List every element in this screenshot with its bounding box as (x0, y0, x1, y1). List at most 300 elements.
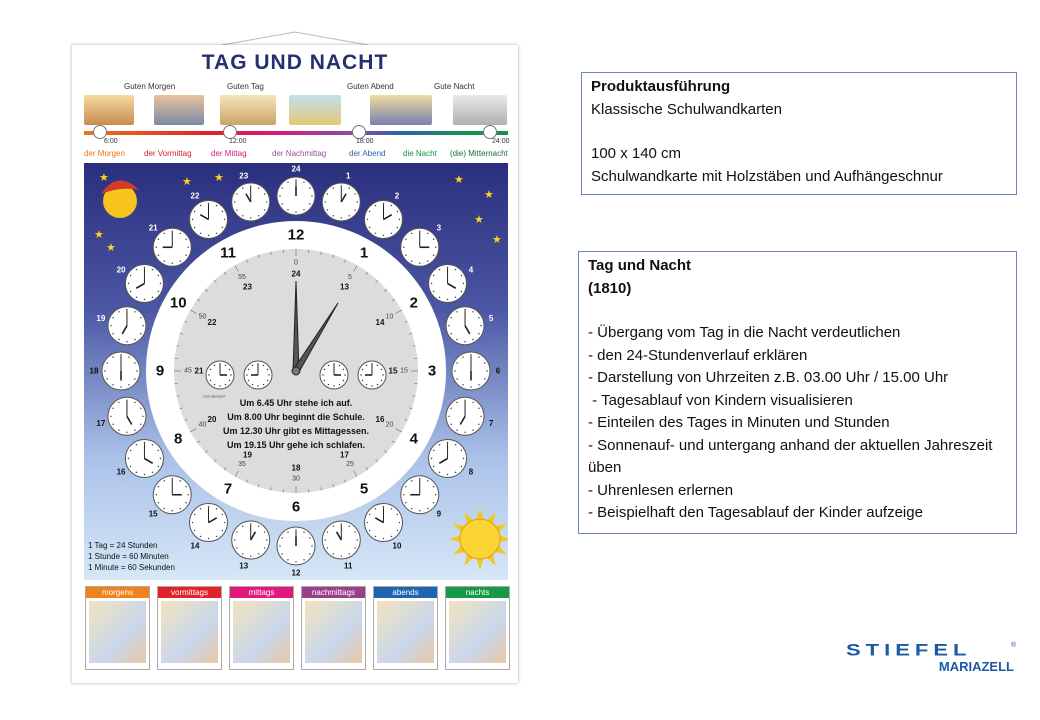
description-bullet: - Tagesablauf von Kindern visualisieren (588, 391, 853, 409)
clock-tick (216, 508, 217, 509)
clock-tick (478, 384, 479, 385)
minute-number: 20 (385, 421, 394, 429)
example-sentence: Um 12.30 Uhr gibt es Mittagessen. (222, 426, 370, 436)
star-icon: ★ (106, 242, 116, 254)
clock-tick (357, 201, 358, 202)
clock-tick (156, 247, 157, 248)
timeline-time: 18:00 (356, 138, 374, 145)
clock-tick (234, 201, 235, 202)
clock-tick (281, 553, 282, 554)
clock-tick (433, 450, 434, 451)
clock-tick (136, 297, 137, 298)
clock-tick (112, 384, 113, 385)
card-illustration (233, 601, 290, 663)
clock-tick (144, 474, 145, 475)
clock-tick (264, 193, 265, 194)
star-icon: ★ (492, 234, 502, 246)
clock-tick (447, 267, 448, 268)
clock-tick (324, 369, 325, 370)
clock-tick (484, 362, 485, 363)
period-label: der Mittag (211, 149, 247, 158)
ring-hour-label: 10 (392, 541, 402, 551)
minute-number: 10 (385, 313, 394, 321)
illustration-evening (370, 95, 432, 125)
clock-icon (483, 125, 497, 139)
clock-tick (152, 297, 153, 298)
clock-tick (192, 522, 193, 523)
clock-tick (208, 374, 209, 375)
minute-number: 45 (184, 367, 192, 375)
clock-tick (279, 195, 280, 196)
description-bullet: - Einteilen des Tages in Minuten und Stunden (588, 414, 890, 431)
clock-tick (246, 374, 247, 375)
logo-brand: STIEFEL (846, 640, 972, 660)
hour-number: 4 (409, 430, 418, 448)
card-label: vormittags (158, 587, 221, 598)
clock-tick (128, 384, 129, 385)
clock-tick (391, 536, 392, 537)
ring-hour-label: 13 (239, 561, 249, 571)
sun-icon (449, 508, 508, 570)
clock-tick (287, 209, 288, 210)
clock-tick (419, 263, 420, 264)
time-of-day-card (85, 586, 150, 670)
clock-tick (110, 416, 111, 417)
clock-tick (242, 215, 243, 216)
clock-tick (366, 365, 367, 366)
ring-hour-label: 7 (488, 418, 494, 428)
card-label: abends (374, 587, 437, 598)
hour-24-number: 24 (291, 269, 301, 279)
clock-tick (144, 299, 145, 300)
clock-tick (194, 514, 195, 515)
clock-tick (328, 384, 329, 385)
clock-tick (164, 260, 165, 261)
clock-tick (419, 231, 420, 232)
clock-tick (472, 429, 473, 430)
clock-tick (461, 291, 462, 292)
clock-tick (264, 547, 265, 548)
clock-tick (405, 502, 406, 503)
clock-tick (152, 472, 153, 473)
clock-tick (411, 480, 412, 481)
clock-tick (435, 494, 436, 495)
ring-hour-label: 6 (495, 366, 501, 376)
clock-tick (478, 408, 479, 409)
clock-tick (456, 339, 457, 340)
clock-tick (309, 187, 310, 188)
clock-tick (369, 211, 370, 212)
star-icon: ★ (474, 214, 484, 226)
ring-hour-label: 4 (468, 265, 474, 275)
clock-tick (158, 275, 159, 276)
clock-tick (478, 333, 479, 334)
clock-tick (439, 297, 440, 298)
clock-tick (403, 494, 404, 495)
clock-tick (341, 185, 342, 186)
hour-24-number: 18 (291, 463, 301, 473)
clock-tick (367, 219, 368, 220)
hour-number: 3 (427, 362, 437, 380)
timeline-time: 12:00 (229, 138, 247, 145)
clock-tick (375, 508, 376, 509)
ring-hour-label: 11 (344, 561, 353, 571)
clock-tick (367, 522, 368, 523)
clock-tick (210, 369, 211, 370)
description-box (578, 251, 1017, 534)
card-label: nachts (446, 587, 509, 598)
clock-tick (180, 260, 181, 261)
clock-tick (343, 380, 344, 381)
clock-tick (454, 370, 455, 371)
clock-tick (258, 525, 259, 526)
clock-tick (216, 205, 217, 206)
clock-tick (252, 384, 253, 385)
fact: 1 Minute = 60 Sekunden (88, 563, 175, 572)
clock-tick (354, 193, 355, 194)
clock-tick (210, 380, 211, 381)
ring-hour-label: 2 (394, 191, 400, 201)
clock-tick (281, 537, 282, 538)
time-of-day-card (229, 586, 294, 670)
clock-tick (130, 466, 131, 467)
clock-tick (303, 559, 304, 560)
clock-tick (214, 384, 215, 385)
clock-tick (188, 494, 189, 495)
clock-icon (93, 125, 107, 139)
clock-tick (478, 424, 479, 425)
clock-tick (208, 203, 209, 204)
clock-tick (371, 385, 372, 386)
clock-tick (229, 380, 230, 381)
ring-hour-label: 15 (148, 509, 158, 519)
hour-number: 2 (409, 294, 418, 312)
clock-tick (128, 356, 129, 357)
clock-tick (164, 480, 165, 481)
clock-tick (377, 384, 378, 385)
clock-tick (266, 539, 267, 540)
clock-tick (258, 553, 259, 554)
clock-tick (281, 187, 282, 188)
hour-number: 9 (155, 362, 165, 380)
clock-tick (164, 508, 165, 509)
clock-tick (464, 309, 465, 310)
clock-tick (216, 536, 217, 537)
clock-tick (120, 386, 121, 387)
clock-tick (431, 458, 432, 459)
clock-tick (455, 297, 456, 298)
clock-panel (84, 163, 508, 580)
clock-tick (126, 341, 127, 342)
clock-tick (324, 380, 325, 381)
example-sentence: Um 6.45 Uhr stehe ich auf. (239, 398, 353, 408)
clock-tick (158, 486, 159, 487)
timeline-time: 6:00 (104, 138, 118, 145)
clock-tick (309, 203, 310, 204)
clock-tick (142, 325, 143, 326)
clock-tick (295, 179, 296, 180)
period-label: der Abend (349, 149, 386, 158)
product-size: 100 x 140 cm (591, 145, 682, 162)
clock-tick (341, 217, 342, 218)
clock-diagram (84, 163, 508, 580)
clock-tick (158, 255, 159, 256)
ring-hour-label: 19 (96, 314, 106, 324)
clock-tick (242, 525, 243, 526)
minute-number: 0 (294, 259, 298, 267)
clock-tick (461, 275, 462, 276)
time-of-day-card (445, 586, 510, 670)
illustration-wake-up (84, 95, 134, 125)
clock-tick (106, 378, 107, 379)
period-label: die Nacht (403, 149, 437, 158)
clock-tick (172, 231, 173, 232)
clock-tick (136, 370, 137, 371)
ring-hour-label: 8 (468, 467, 474, 477)
clock-tick (354, 547, 355, 548)
clock-tick (140, 424, 141, 425)
clock-tick (470, 386, 471, 387)
clock-tick (134, 339, 135, 340)
ring-hour-label: 17 (96, 418, 106, 428)
clock-tick (470, 354, 471, 355)
clock-tick (411, 260, 412, 261)
clock-tick (140, 333, 141, 334)
clock-tick (484, 378, 485, 379)
clock-tick (325, 539, 326, 540)
clock-tick (172, 478, 173, 479)
clock-tick (236, 547, 237, 548)
card-illustration (89, 601, 146, 663)
clock-tick (333, 525, 334, 526)
hour-number: 11 (220, 244, 236, 262)
clock-tick (242, 553, 243, 554)
period-label: der Nachmittag (272, 149, 327, 158)
description-number: (1810) (588, 279, 632, 297)
clock-tick (381, 380, 382, 381)
clock-tick (463, 283, 464, 284)
clock-tick (222, 227, 223, 228)
clock-tick (357, 539, 358, 540)
product-box (581, 72, 1017, 195)
clock-tick (194, 211, 195, 212)
clock-tick (287, 181, 288, 182)
minute-number: 50 (198, 313, 207, 321)
clock-tick (144, 442, 145, 443)
clock-tick (180, 508, 181, 509)
clock-tick (257, 385, 258, 386)
clock-tick (405, 255, 406, 256)
clock-tick (185, 239, 186, 240)
clock-tick (224, 522, 225, 523)
hour-number: 10 (169, 294, 187, 312)
ring-hour-label: 12 (291, 568, 301, 578)
clock-tick (397, 227, 398, 228)
clock-tick (419, 510, 420, 511)
clock-tick (250, 555, 251, 556)
clock-tick (480, 325, 481, 326)
clock-tick (349, 187, 350, 188)
time-facts (88, 540, 175, 573)
clock-tick (208, 506, 209, 507)
clock-tick (455, 472, 456, 473)
clock-tick (433, 291, 434, 292)
clock-tick (462, 384, 463, 385)
stiefel-logo (846, 640, 1016, 674)
clock-tick (325, 201, 326, 202)
ring-hour-label: 1 (346, 171, 351, 181)
clock-tick (369, 514, 370, 515)
clock-tick (219, 385, 220, 386)
clock-tick (104, 370, 105, 371)
ring-hour-label: 9 (436, 509, 442, 519)
clock-tick (464, 432, 465, 433)
clock-tick (216, 233, 217, 234)
clock-tick (405, 239, 406, 240)
clock-tick (250, 185, 251, 186)
clock-tick (419, 478, 420, 479)
clock-tick (158, 502, 159, 503)
clock-tick (427, 260, 428, 261)
clock-tick (349, 525, 350, 526)
hour-24-number: 20 (207, 415, 217, 424)
clock-tick (341, 523, 342, 524)
card-illustration (305, 601, 362, 663)
clock-tick (309, 553, 310, 554)
clock-tick (455, 444, 456, 445)
clock-tick (309, 537, 310, 538)
clock-tick (152, 444, 153, 445)
description-bullet: - Uhrenlesen erlernen (588, 481, 734, 499)
clock-tick (287, 559, 288, 560)
clock-tick (156, 494, 157, 495)
hour-24-number: 13 (340, 282, 349, 292)
clock-tick (229, 369, 230, 370)
product-line: Klassische Schulwandkarten (591, 100, 782, 118)
clock-tick (405, 486, 406, 487)
clock-tick (130, 291, 131, 292)
time-of-day-card (301, 586, 366, 670)
clock-tick (461, 450, 462, 451)
clock-tick (354, 531, 355, 532)
clock-tick (263, 365, 264, 366)
clock-tick (158, 239, 159, 240)
time-of-day-card (157, 586, 222, 670)
star-icon: ★ (99, 172, 109, 184)
clock-tick (130, 450, 131, 451)
clock-tick (411, 233, 412, 234)
clock-tick (295, 561, 296, 562)
clock-tick (281, 203, 282, 204)
poster-hanger (72, 30, 518, 46)
clock-tick (200, 233, 201, 234)
fact: 1 Stunde = 60 Minuten (88, 552, 169, 561)
hour-24-number: 22 (207, 318, 217, 327)
clock-tick (160, 283, 161, 284)
clock-tick (455, 269, 456, 270)
clock-tick (268, 374, 269, 375)
clock-tick (194, 530, 195, 531)
clock-tick (486, 370, 487, 371)
clock-tick (267, 369, 268, 370)
clock-tick (391, 508, 392, 509)
clock-tick (134, 362, 135, 363)
hour-number: 6 (291, 498, 301, 516)
clock-tick (472, 339, 473, 340)
clock-tick (144, 267, 145, 268)
clock-tick (328, 365, 329, 366)
clock-tick (375, 536, 376, 537)
card-label: morgens (86, 587, 149, 598)
star-icon: ★ (484, 189, 494, 201)
clock-tick (411, 508, 412, 509)
clock-tick (339, 365, 340, 366)
illustration-greeting (154, 95, 204, 125)
illustration-night (453, 95, 507, 125)
clock-tick (383, 235, 384, 236)
clock-tick (112, 333, 113, 334)
description-bullet: - Darstellung von Uhrzeiten z.B. 03.00 Uhr / 15.00 Uhr (588, 369, 949, 386)
clock-tick (448, 325, 449, 326)
clock-tick (160, 458, 161, 459)
ring-hour-label: 24 (291, 164, 301, 174)
sun-face (460, 519, 500, 559)
clock-tick (118, 402, 119, 403)
clock-tick (480, 416, 481, 417)
clock-tick (382, 374, 383, 375)
clock-tick (128, 458, 129, 459)
clock-tick (136, 444, 137, 445)
clock-tick (383, 538, 384, 539)
clock-tick (362, 369, 363, 370)
clock-tick (369, 227, 370, 228)
clock-tick (236, 209, 237, 210)
clock-tick (433, 255, 434, 256)
clock-tick (478, 317, 479, 318)
period-label: der Morgen (84, 149, 125, 158)
clock-tick (399, 522, 400, 523)
ring-hour-label: 18 (89, 366, 99, 376)
clock-tick (303, 181, 304, 182)
clock-tick (472, 402, 473, 403)
day-timeline (84, 131, 508, 135)
clock-tick (369, 530, 370, 531)
clock-tick (222, 211, 223, 212)
clock-tick (375, 233, 376, 234)
clock-tick (377, 365, 378, 366)
hour-number: 8 (174, 430, 183, 448)
clock-tick (236, 531, 237, 532)
card-label: nachmittags (302, 587, 365, 598)
clock-tick (391, 233, 392, 234)
clock-tick (180, 233, 181, 234)
description-bullet: - Übergang vom Tag in die Nacht verdeutlichen (588, 324, 901, 341)
clock-tick (134, 378, 135, 379)
clock-tick (464, 341, 465, 342)
clock-tick (450, 333, 451, 334)
clock-tick (375, 205, 376, 206)
clock-tick (327, 193, 328, 194)
hour-number: 7 (223, 480, 233, 498)
clock-tick (222, 530, 223, 531)
clock-tick (264, 209, 265, 210)
clock-tick (447, 442, 448, 443)
period-label: (die) Mitternacht (450, 149, 508, 158)
star-icon: ★ (214, 172, 224, 184)
clock-tick (447, 474, 448, 475)
clock-tick (250, 217, 251, 218)
clock-tick (158, 450, 159, 451)
